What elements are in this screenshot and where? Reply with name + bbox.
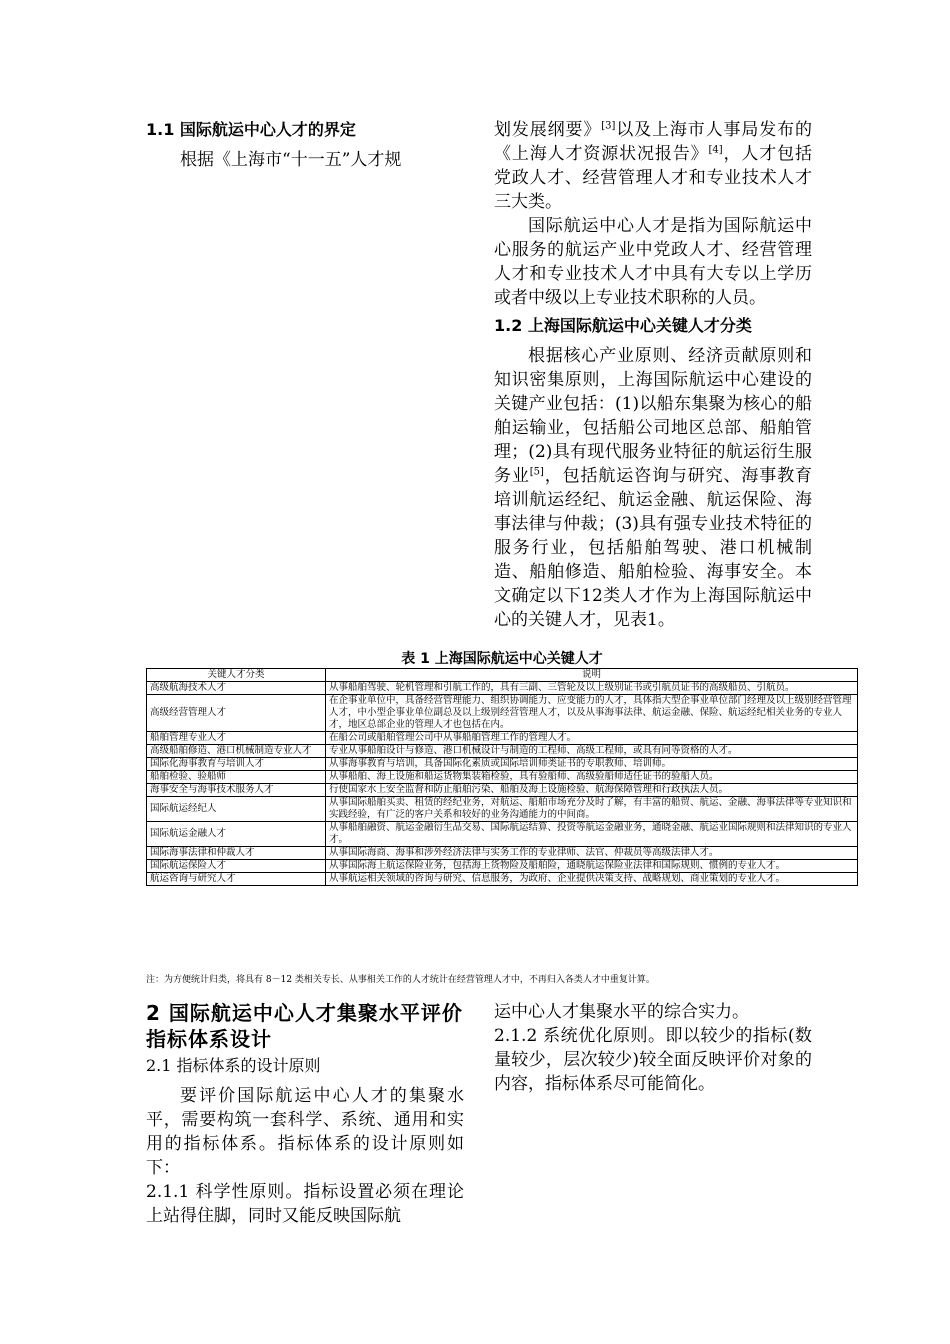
table-row [147, 860, 858, 873]
table-row [147, 771, 858, 784]
paragraph-2-1-2: 2.1.2 系统优化原则。即以较少的指标(数量较少，层次较少)较全面反映评价对象的内容，指标体系尽可能简化。 [494, 1026, 812, 1094]
talent-description: 行使国家水上安全监督和防止船舶污染、船舶及海上设施检验、航海保障管理和行政执法人员。 [326, 784, 858, 797]
talent-category: 航运咨询与研究人才 [147, 873, 326, 886]
heading-2: 2 国际航运中心人才集聚水平评价指标体系设计 [146, 1001, 463, 1051]
talent-category: 船舶管理专业人才 [147, 732, 326, 745]
column-header-description: 说明 [326, 669, 858, 682]
text-span: ，包括航运咨询与研究、海事教育培训航运经纪、航运金融、航运保险、海事法律与仲裁；(3)具有强专业技术特征的服务行业，包括船舶驾驶、港口机械制造、船舶修造、船舶检验、海事安全。本文确定以下12类人才作为上海国际航运中心的关键人才，见表1。 [494, 466, 813, 630]
talent-description: 从事船舶融资、航运金融衍生品交易、国际航运结算、投资等航运金融业务，通晓金融、航运业国际规则和法律知识的专业人才。 [326, 822, 858, 847]
citation-ref: [4] [708, 144, 723, 156]
talent-category: 船舶检验、验船师 [147, 771, 326, 784]
talent-description: 从事船舶、海上设施和船运货物集装箱检验，具有验船师、高级验船师适任证书的验船人员。 [326, 771, 858, 784]
heading-1-2: 1.2 上海国际航运中心关键人才分类 [494, 316, 752, 335]
talent-description: 从事国际海上航运保险业务，包括海上货物险及船舶险，通晓航运保险业法律和国际规则、惯例的专业人才。 [326, 860, 858, 873]
paragraph-1-1-continued [494, 118, 812, 214]
right-column-bottom [494, 1000, 812, 1096]
right-column-top [494, 118, 812, 632]
table-row [147, 784, 858, 797]
column-header-category: 关键人才分类 [147, 669, 326, 682]
text-span: 划发展纲要》 [494, 120, 602, 140]
table-row [147, 797, 858, 822]
paragraph-1-1-start: 根据《上海市“十一五”人才规 [180, 150, 402, 170]
talent-description: 在船公司或船舶管理公司中从事船舶管理工作的管理人才。 [326, 732, 858, 745]
table-row [147, 873, 858, 886]
talent-description: 从事国际海商、海事和涉外经济法律与实务工作的专业律师、法官、仲裁员等高级法律人才。 [326, 847, 858, 860]
talent-description: 从事海事教育与培训，具备国际化素质或国际培训师类证书的专职教师、培训师。 [326, 758, 858, 771]
talent-description: 专业从事船舶设计与修造、港口机械设计与制造的工程师、高级工程师，或具有同等资格的人才。 [326, 745, 858, 758]
paragraph-2-1-1-continued: 运中心人才集聚水平的综合实力。 [494, 1002, 749, 1022]
key-talent-table [146, 668, 858, 886]
talent-description: 从事国际船舶买卖、租赁的经纪业务，对航运、船舶市场充分及时了解，有丰富的船贸、航运、金融、海事法律等专业知识和实践经验，有广泛的客户关系和较好的业务沟通能力的中间商。 [326, 797, 858, 822]
paragraph-1-1-definition: 国际航运中心人才是指为国际航运中心服务的航运产业中党政人才、经营管理人才和专业技术人才中具有大专以上学历或者中级以上专业技术职称的人员。 [494, 216, 812, 308]
table-row [147, 822, 858, 847]
talent-category: 国际航运经纪人 [147, 797, 326, 822]
talent-category: 国际航运保险人才 [147, 860, 326, 873]
table-note: 注：为方便统计归类，将具有 8－12 类相关专长、从事相关工作的人才统计在经营管理人才中，不再归入各类人才中重复计算。 [146, 975, 655, 985]
paragraph-1-2 [494, 344, 812, 632]
text-span: 以及上海市人事局发布的《上海人才资源状况报告》 [494, 120, 813, 164]
text-span: 根据核心产业原则、经济贡献原则和知识密集原则，上海国际航运中心建设的关键产业包括：(1)以船东集聚为核心的船舶运输业，包括船公司地区总部、船舶管理；(2)具有现代服务业特征的航运衍生服务业 [494, 346, 812, 486]
heading-1-1: 1.1 国际航运中心人才的界定 [146, 120, 356, 139]
citation-ref: [3] [601, 120, 616, 132]
talent-category: 国际航运金融人才 [147, 822, 326, 847]
paragraph-2-1-1: 2.1.1 科学性原则。指标设置必须在理论上站得住脚，同时又能反映国际航 [146, 1182, 464, 1226]
talent-description: 从事船舶驾驶、轮机管理和引航工作的，具有三副、三管轮及以上级别证书或引航员证书的高级船员、引航员。 [326, 682, 858, 695]
text-span: ，人才包括党政人才、经营管理人才和专业技术人才三大类。 [494, 144, 813, 212]
heading-2-1: 2.1 指标体系的设计原则 [146, 1056, 321, 1075]
talent-category: 海事安全与海事技术服务人才 [147, 784, 326, 797]
citation-ref: [5] [529, 466, 544, 478]
talent-category: 高级船舶修造、港口机械制造专业人才 [147, 745, 326, 758]
table-caption: 表 1 上海国际航运中心关键人才 [401, 651, 603, 667]
table-row [147, 732, 858, 745]
talent-category: 高级航海技术人才 [147, 682, 326, 695]
talent-category: 国际化海事教育与培训人才 [147, 758, 326, 771]
table-header-row [147, 669, 858, 682]
talent-description: 在企事业单位中，具备经营管理能力、组织协调能力、应变能力的人才，具体指大型企事业单位部门经理及以上级别经营管理人才，中小型企事业单位副总及以上级别经营管理人才，以及从事海事法律、航运金融、保险、航运经纪相关业务的专业人才，地区总部企业的管理人才也包括在内。 [326, 695, 858, 732]
talent-description: 从事航运相关领域的咨询与研究、信息服务，为政府、企业提供决策支持、战略规划、商业策划的专业人才。 [326, 873, 858, 886]
left-column-bottom [146, 1000, 464, 1228]
left-column-top [146, 118, 464, 172]
table-row [147, 695, 858, 732]
table-row [147, 745, 858, 758]
table-row [147, 758, 858, 771]
table-row [147, 682, 858, 695]
talent-category: 高级经营管理人才 [147, 695, 326, 732]
paragraph-2-1: 要评价国际航运中心人才的集聚水平，需要构筑一套科学、系统、通用和实用的指标体系。指标体系的设计原则如下： [146, 1086, 464, 1178]
table-row [147, 847, 858, 860]
talent-category: 国际海事法律和仲裁人才 [147, 847, 326, 860]
